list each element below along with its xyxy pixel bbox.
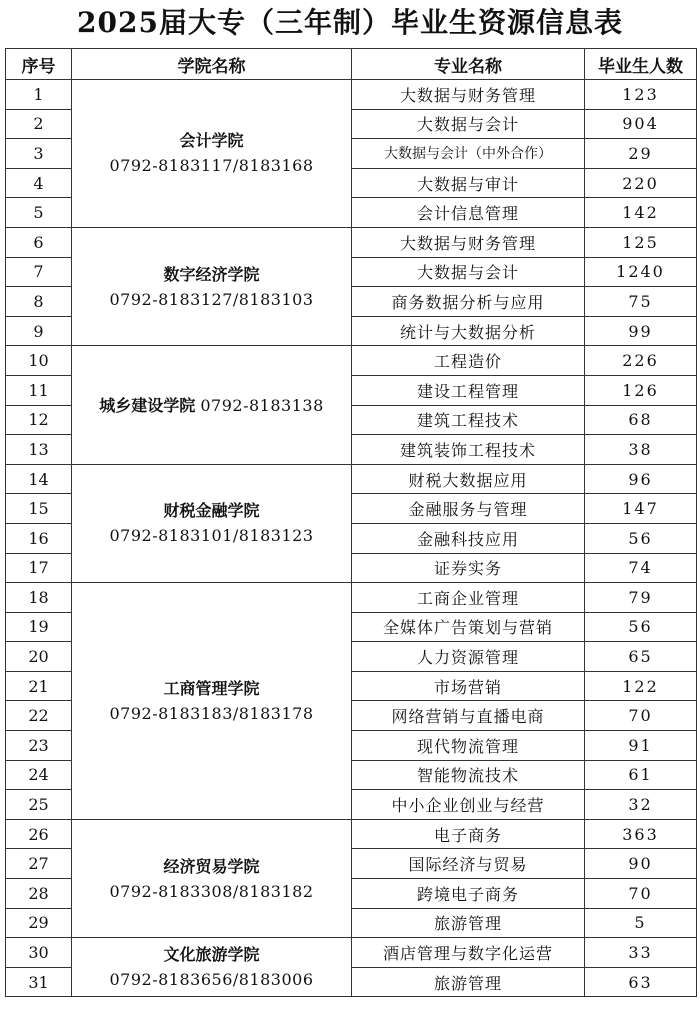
major-name: 金融科技应用	[352, 523, 585, 553]
graduate-count: 56	[585, 523, 697, 553]
header-count: 毕业生人数	[585, 49, 697, 80]
graduate-count: 142	[585, 198, 697, 228]
graduate-count: 91	[585, 731, 697, 761]
graduate-count: 147	[585, 494, 697, 524]
row-number: 7	[6, 257, 72, 287]
table-row	[6, 346, 697, 376]
graduate-count: 99	[585, 316, 697, 346]
graduate-count: 123	[585, 80, 697, 110]
graduate-count: 1240	[585, 257, 697, 287]
row-number: 13	[6, 435, 72, 465]
major-name: 建设工程管理	[352, 375, 585, 405]
graduate-count: 68	[585, 405, 697, 435]
graduate-count: 74	[585, 553, 697, 583]
table-row	[6, 819, 697, 849]
college-phone: 0792-8183127/8183103	[109, 289, 314, 309]
graduate-count: 904	[585, 109, 697, 139]
graduate-table	[5, 48, 697, 997]
major-name: 会计信息管理	[352, 198, 585, 228]
table-row	[6, 583, 697, 613]
major-name: 电子商务	[352, 819, 585, 849]
row-number: 5	[6, 198, 72, 228]
graduate-count: 96	[585, 464, 697, 494]
graduate-count: 29	[585, 139, 697, 169]
major-name: 金融服务与管理	[352, 494, 585, 524]
row-number: 29	[6, 908, 72, 938]
college-name: 经济贸易学院	[163, 856, 260, 876]
header-major: 专业名称	[352, 49, 585, 80]
college-cell	[72, 346, 352, 464]
row-number: 21	[6, 671, 72, 701]
major-name: 大数据与审计	[352, 168, 585, 198]
graduate-count: 363	[585, 819, 697, 849]
graduate-count: 56	[585, 612, 697, 642]
graduate-count: 90	[585, 849, 697, 879]
header-no: 序号	[6, 49, 72, 80]
row-number: 2	[6, 109, 72, 139]
graduate-count: 65	[585, 642, 697, 672]
row-number: 16	[6, 523, 72, 553]
major-name: 财税大数据应用	[352, 464, 585, 494]
row-number: 17	[6, 553, 72, 583]
major-name: 大数据与会计	[352, 257, 585, 287]
major-name: 跨境电子商务	[352, 879, 585, 909]
college-cell	[72, 583, 352, 820]
major-name: 旅游管理	[352, 967, 585, 997]
college-phone: 0792-8183138	[200, 395, 324, 415]
major-name: 大数据与会计	[352, 109, 585, 139]
row-number: 19	[6, 612, 72, 642]
college-name: 工商管理学院	[163, 678, 260, 698]
row-number: 18	[6, 583, 72, 613]
row-number: 9	[6, 316, 72, 346]
graduate-count: 122	[585, 671, 697, 701]
table-row	[6, 80, 697, 110]
college-cell	[72, 227, 352, 345]
major-name: 工商企业管理	[352, 583, 585, 613]
major-name: 全媒体广告策划与营销	[352, 612, 585, 642]
graduate-count: 79	[585, 583, 697, 613]
college-name: 数字经济学院	[163, 264, 260, 284]
college-phone: 0792-8183183/8183178	[109, 703, 314, 723]
row-number: 26	[6, 819, 72, 849]
table-row	[6, 938, 697, 968]
graduate-count: 38	[585, 435, 697, 465]
major-name: 大数据与财务管理	[352, 80, 585, 110]
graduate-count: 61	[585, 760, 697, 790]
graduate-count: 125	[585, 227, 697, 257]
graduate-count: 70	[585, 701, 697, 731]
graduate-count: 75	[585, 287, 697, 317]
college-phone: 0792-8183656/8183006	[109, 970, 314, 990]
major-name: 智能物流技术	[352, 760, 585, 790]
row-number: 12	[6, 405, 72, 435]
row-number: 3	[6, 139, 72, 169]
graduate-count: 226	[585, 346, 697, 376]
college-phone: 0792-8183101/8183123	[109, 526, 314, 546]
major-name: 国际经济与贸易	[352, 849, 585, 879]
header-row	[6, 49, 697, 80]
college-cell	[72, 80, 352, 228]
page-title: 2025届大专（三年制）毕业生资源信息表	[77, 6, 623, 39]
row-number: 11	[6, 375, 72, 405]
major-name: 商务数据分析与应用	[352, 287, 585, 317]
major-name: 建筑工程技术	[352, 405, 585, 435]
row-number: 20	[6, 642, 72, 672]
major-name: 工程造价	[352, 346, 585, 376]
row-number: 28	[6, 879, 72, 909]
major-name: 旅游管理	[352, 908, 585, 938]
row-number: 10	[6, 346, 72, 376]
college-name: 财税金融学院	[163, 501, 260, 521]
row-number: 30	[6, 938, 72, 968]
row-number: 1	[6, 80, 72, 110]
college-phone: 0792-8183117/8183168	[109, 156, 314, 176]
graduate-count: 70	[585, 879, 697, 909]
graduate-count: 33	[585, 938, 697, 968]
row-number: 6	[6, 227, 72, 257]
college-phone: 0792-8183308/8183182	[109, 881, 314, 901]
college-name: 城乡建设学院	[99, 395, 196, 415]
major-name: 市场营销	[352, 671, 585, 701]
college-cell	[72, 938, 352, 997]
graduate-count: 63	[585, 967, 697, 997]
row-number: 23	[6, 731, 72, 761]
college-name: 会计学院	[179, 131, 244, 151]
major-name: 人力资源管理	[352, 642, 585, 672]
row-number: 14	[6, 464, 72, 494]
table-row	[6, 464, 697, 494]
major-name: 酒店管理与数字化运营	[352, 938, 585, 968]
row-number: 24	[6, 760, 72, 790]
major-name: 现代物流管理	[352, 731, 585, 761]
row-number: 4	[6, 168, 72, 198]
graduate-count: 126	[585, 375, 697, 405]
row-number: 27	[6, 849, 72, 879]
table-body	[6, 80, 697, 997]
major-name: 大数据与会计（中外合作）	[352, 139, 585, 169]
college-cell	[72, 819, 352, 937]
major-name: 统计与大数据分析	[352, 316, 585, 346]
row-number: 25	[6, 790, 72, 820]
row-number: 22	[6, 701, 72, 731]
row-number: 15	[6, 494, 72, 524]
major-name: 中小企业创业与经营	[352, 790, 585, 820]
major-name: 网络营销与直播电商	[352, 701, 585, 731]
college-cell	[72, 464, 352, 582]
college-name: 文化旅游学院	[163, 945, 260, 965]
graduate-count: 32	[585, 790, 697, 820]
header-college: 学院名称	[72, 49, 352, 80]
graduate-count: 5	[585, 908, 697, 938]
major-name: 证券实务	[352, 553, 585, 583]
row-number: 8	[6, 287, 72, 317]
row-number: 31	[6, 967, 72, 997]
graduate-count: 220	[585, 168, 697, 198]
major-name: 建筑装饰工程技术	[352, 435, 585, 465]
major-name: 大数据与财务管理	[352, 227, 585, 257]
table-row	[6, 227, 697, 257]
